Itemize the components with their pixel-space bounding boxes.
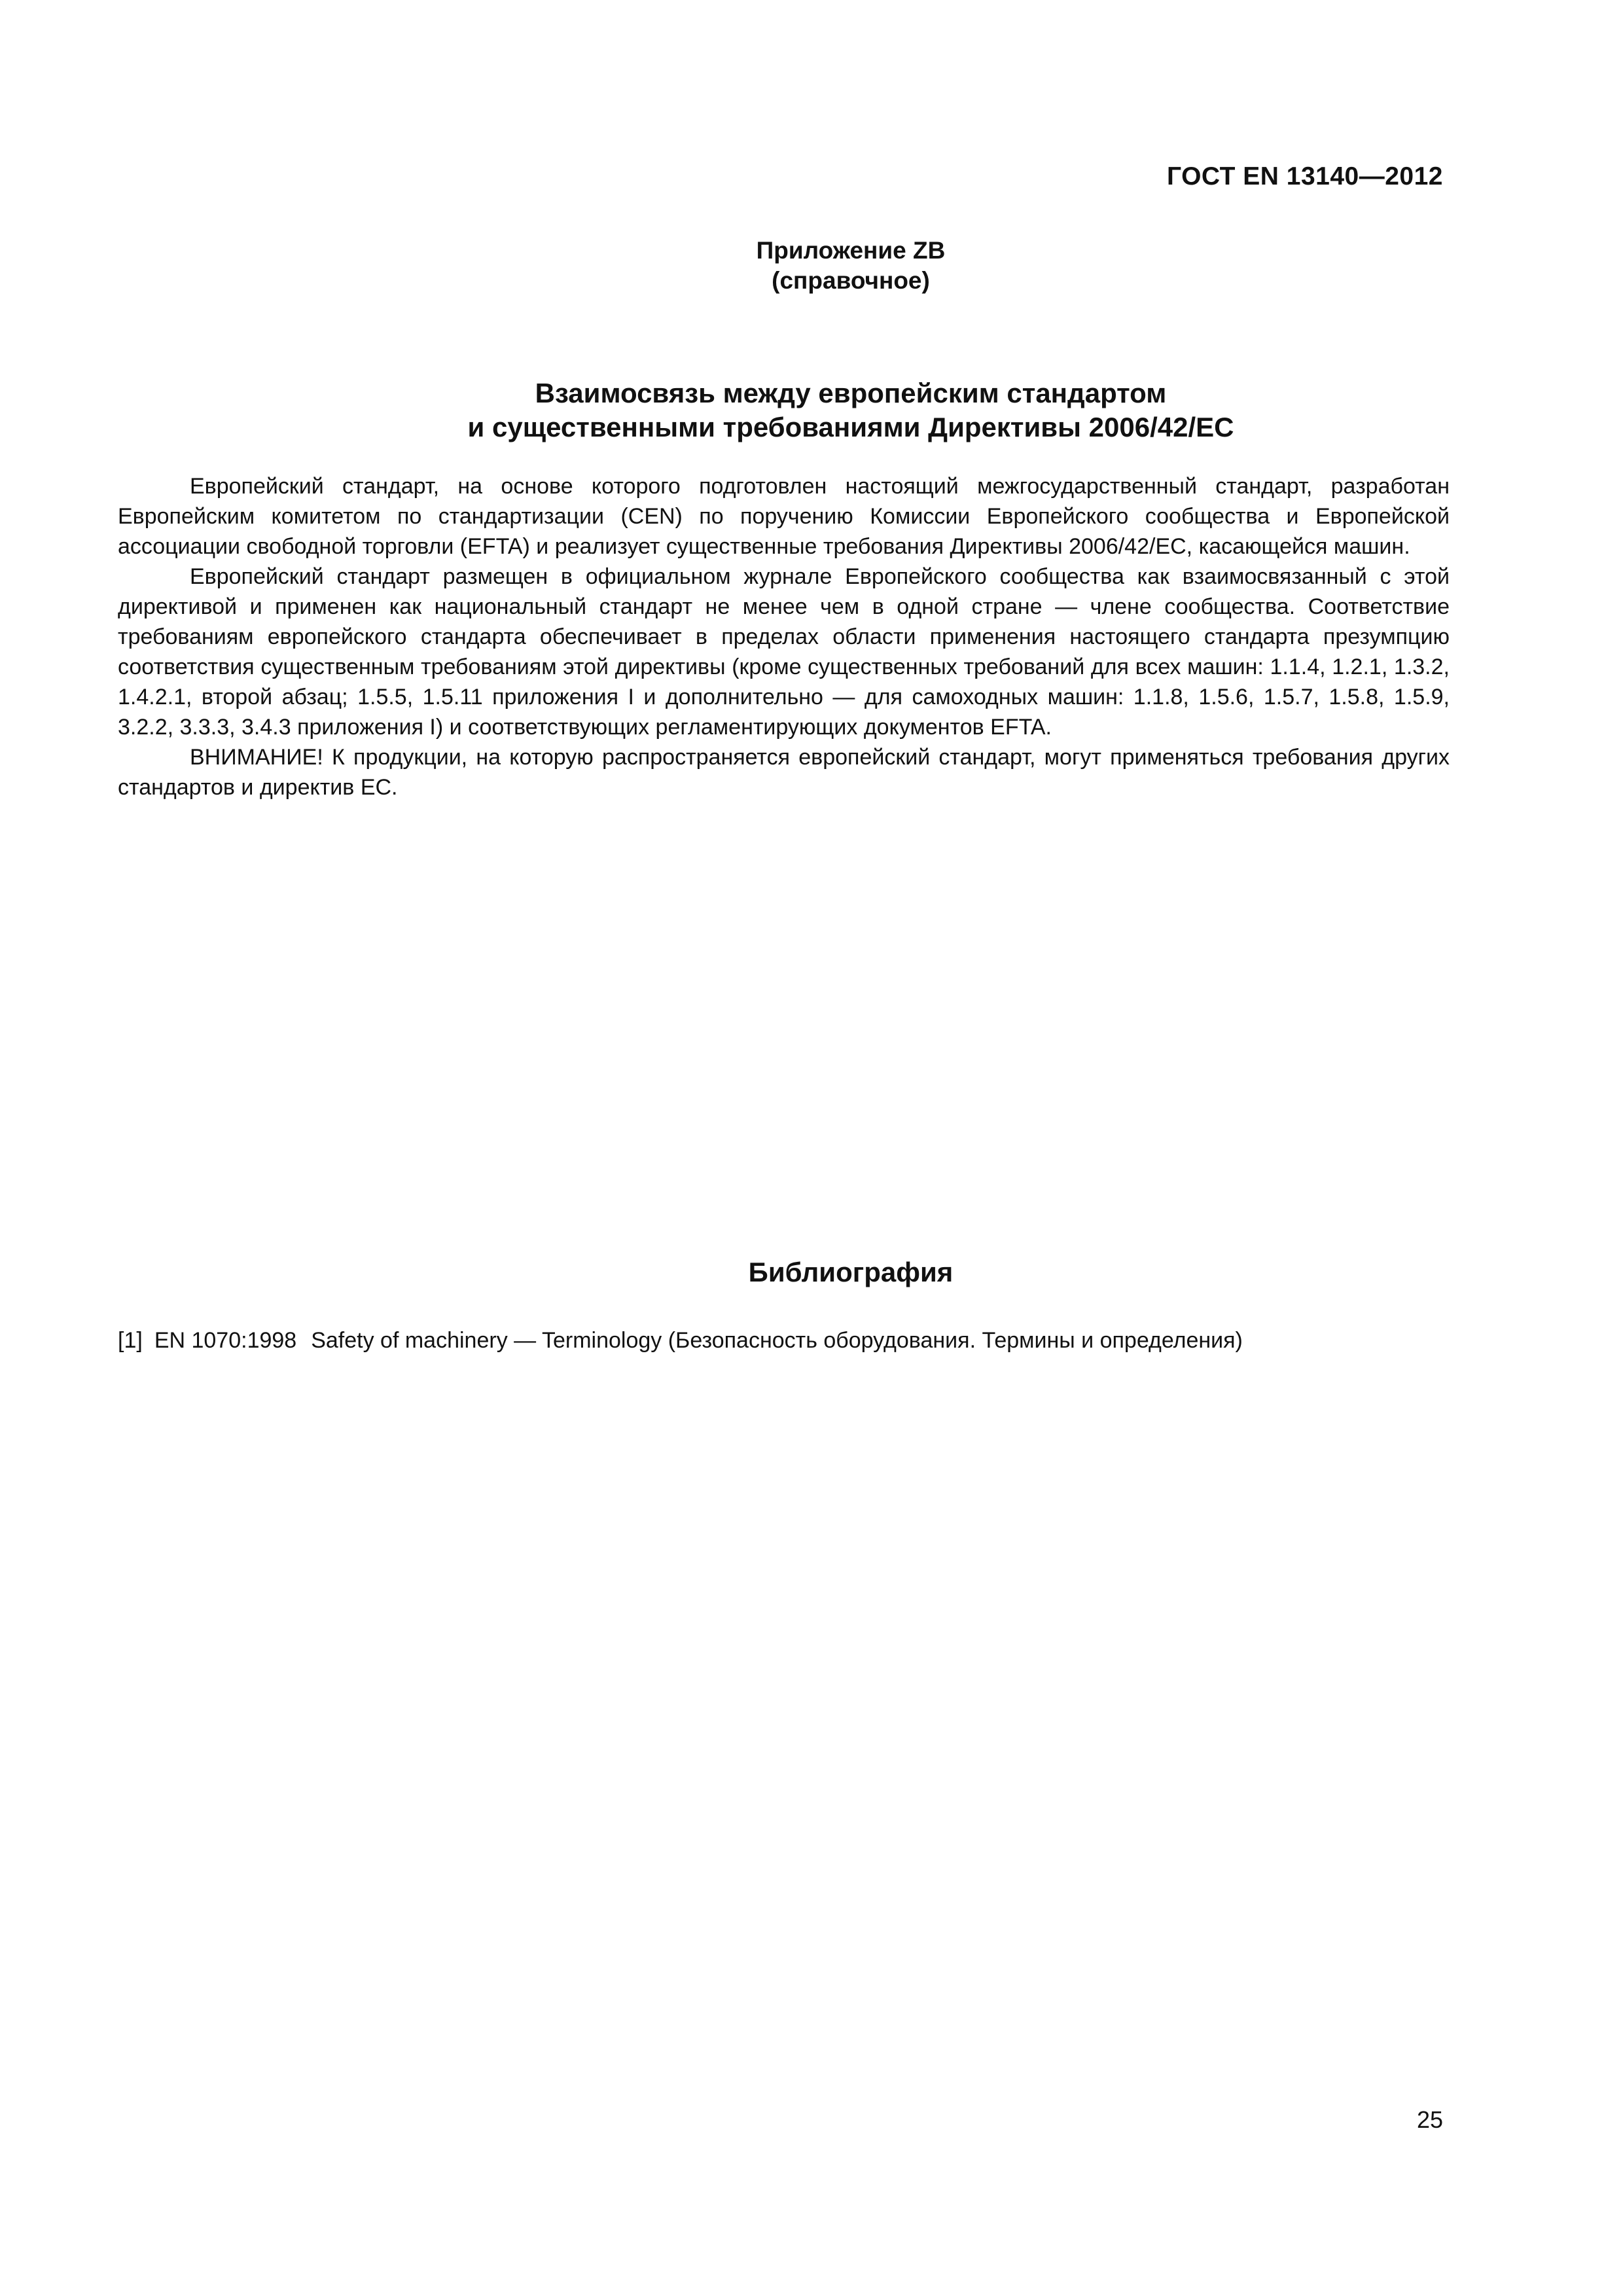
paragraph: Европейский стандарт, на основе которого подготовлен настоящий межгосударственный стандарт, разработан Европейским комитетом по стандартизации (CEN) по поручению Комиссии Европейского сообщества и Европейской ассоциации свободной торговли (EFTA) и реализует существенные требования Директивы 2006/42/ЕС, касающейся машин. xyxy=(118,474,1450,559)
body-text xyxy=(118,471,1450,802)
paragraph-warning: ВНИМАНИЕ! К продукции, на которую распространяется европейский стандарт, могут применяться требования других стандартов и директив ЕС. xyxy=(118,745,1450,800)
paragraph: Европейский стандарт размещен в официальном журнале Европейского сообщества как взаимосвязанный с этой директивой и применен как национальный стандарт не менее чем в одной стране — члене сообщества. Соответствие требованиям европейского стандарта обеспечивает в пределах области применения настоящего стандарта презумпцию соответствия существенным требованиям этой директивы (кроме существенных требований для всех машин: 1.1.4, 1.2.1, 1.3.2, 1.4.2.1, второй абзац; 1.5.5, 1.5.11 приложения I и дополнительно — для самоходных машин: 1.1.8, 1.5.6, 1.5.7, 1.5.8, 1.5.9, 3.2.2, 3.3.3, 3.4.3 приложения I) и соответствующих регламентирующих документов EFTA. xyxy=(118,564,1450,740)
bibliography-list xyxy=(118,1325,1450,1355)
annex-type: (справочное) xyxy=(772,267,930,294)
page-number: 25 xyxy=(1416,2106,1443,2133)
bibliography-heading: Библиография xyxy=(748,1257,954,1287)
section-title-line-2: и существенными требованиями Директивы 2006/42/ЕС xyxy=(467,412,1234,442)
bibliography-item-code: EN 1070:1998 xyxy=(154,1328,297,1353)
section-title-line-1: Взаимосвязь между европейским стандартом xyxy=(535,378,1167,408)
annex-label: Приложение ZB xyxy=(756,237,946,264)
document-code: ГОСТ EN 13140—2012 xyxy=(1166,162,1443,190)
bibliography-item-number: [1] xyxy=(118,1328,143,1353)
annex-heading xyxy=(0,236,1623,296)
bibliography-item-text: Safety of machinery — Terminology (Безопасность оборудования. Термины и определения) xyxy=(311,1328,1243,1353)
section-title xyxy=(0,376,1623,444)
bibliography-item xyxy=(118,1325,1450,1355)
